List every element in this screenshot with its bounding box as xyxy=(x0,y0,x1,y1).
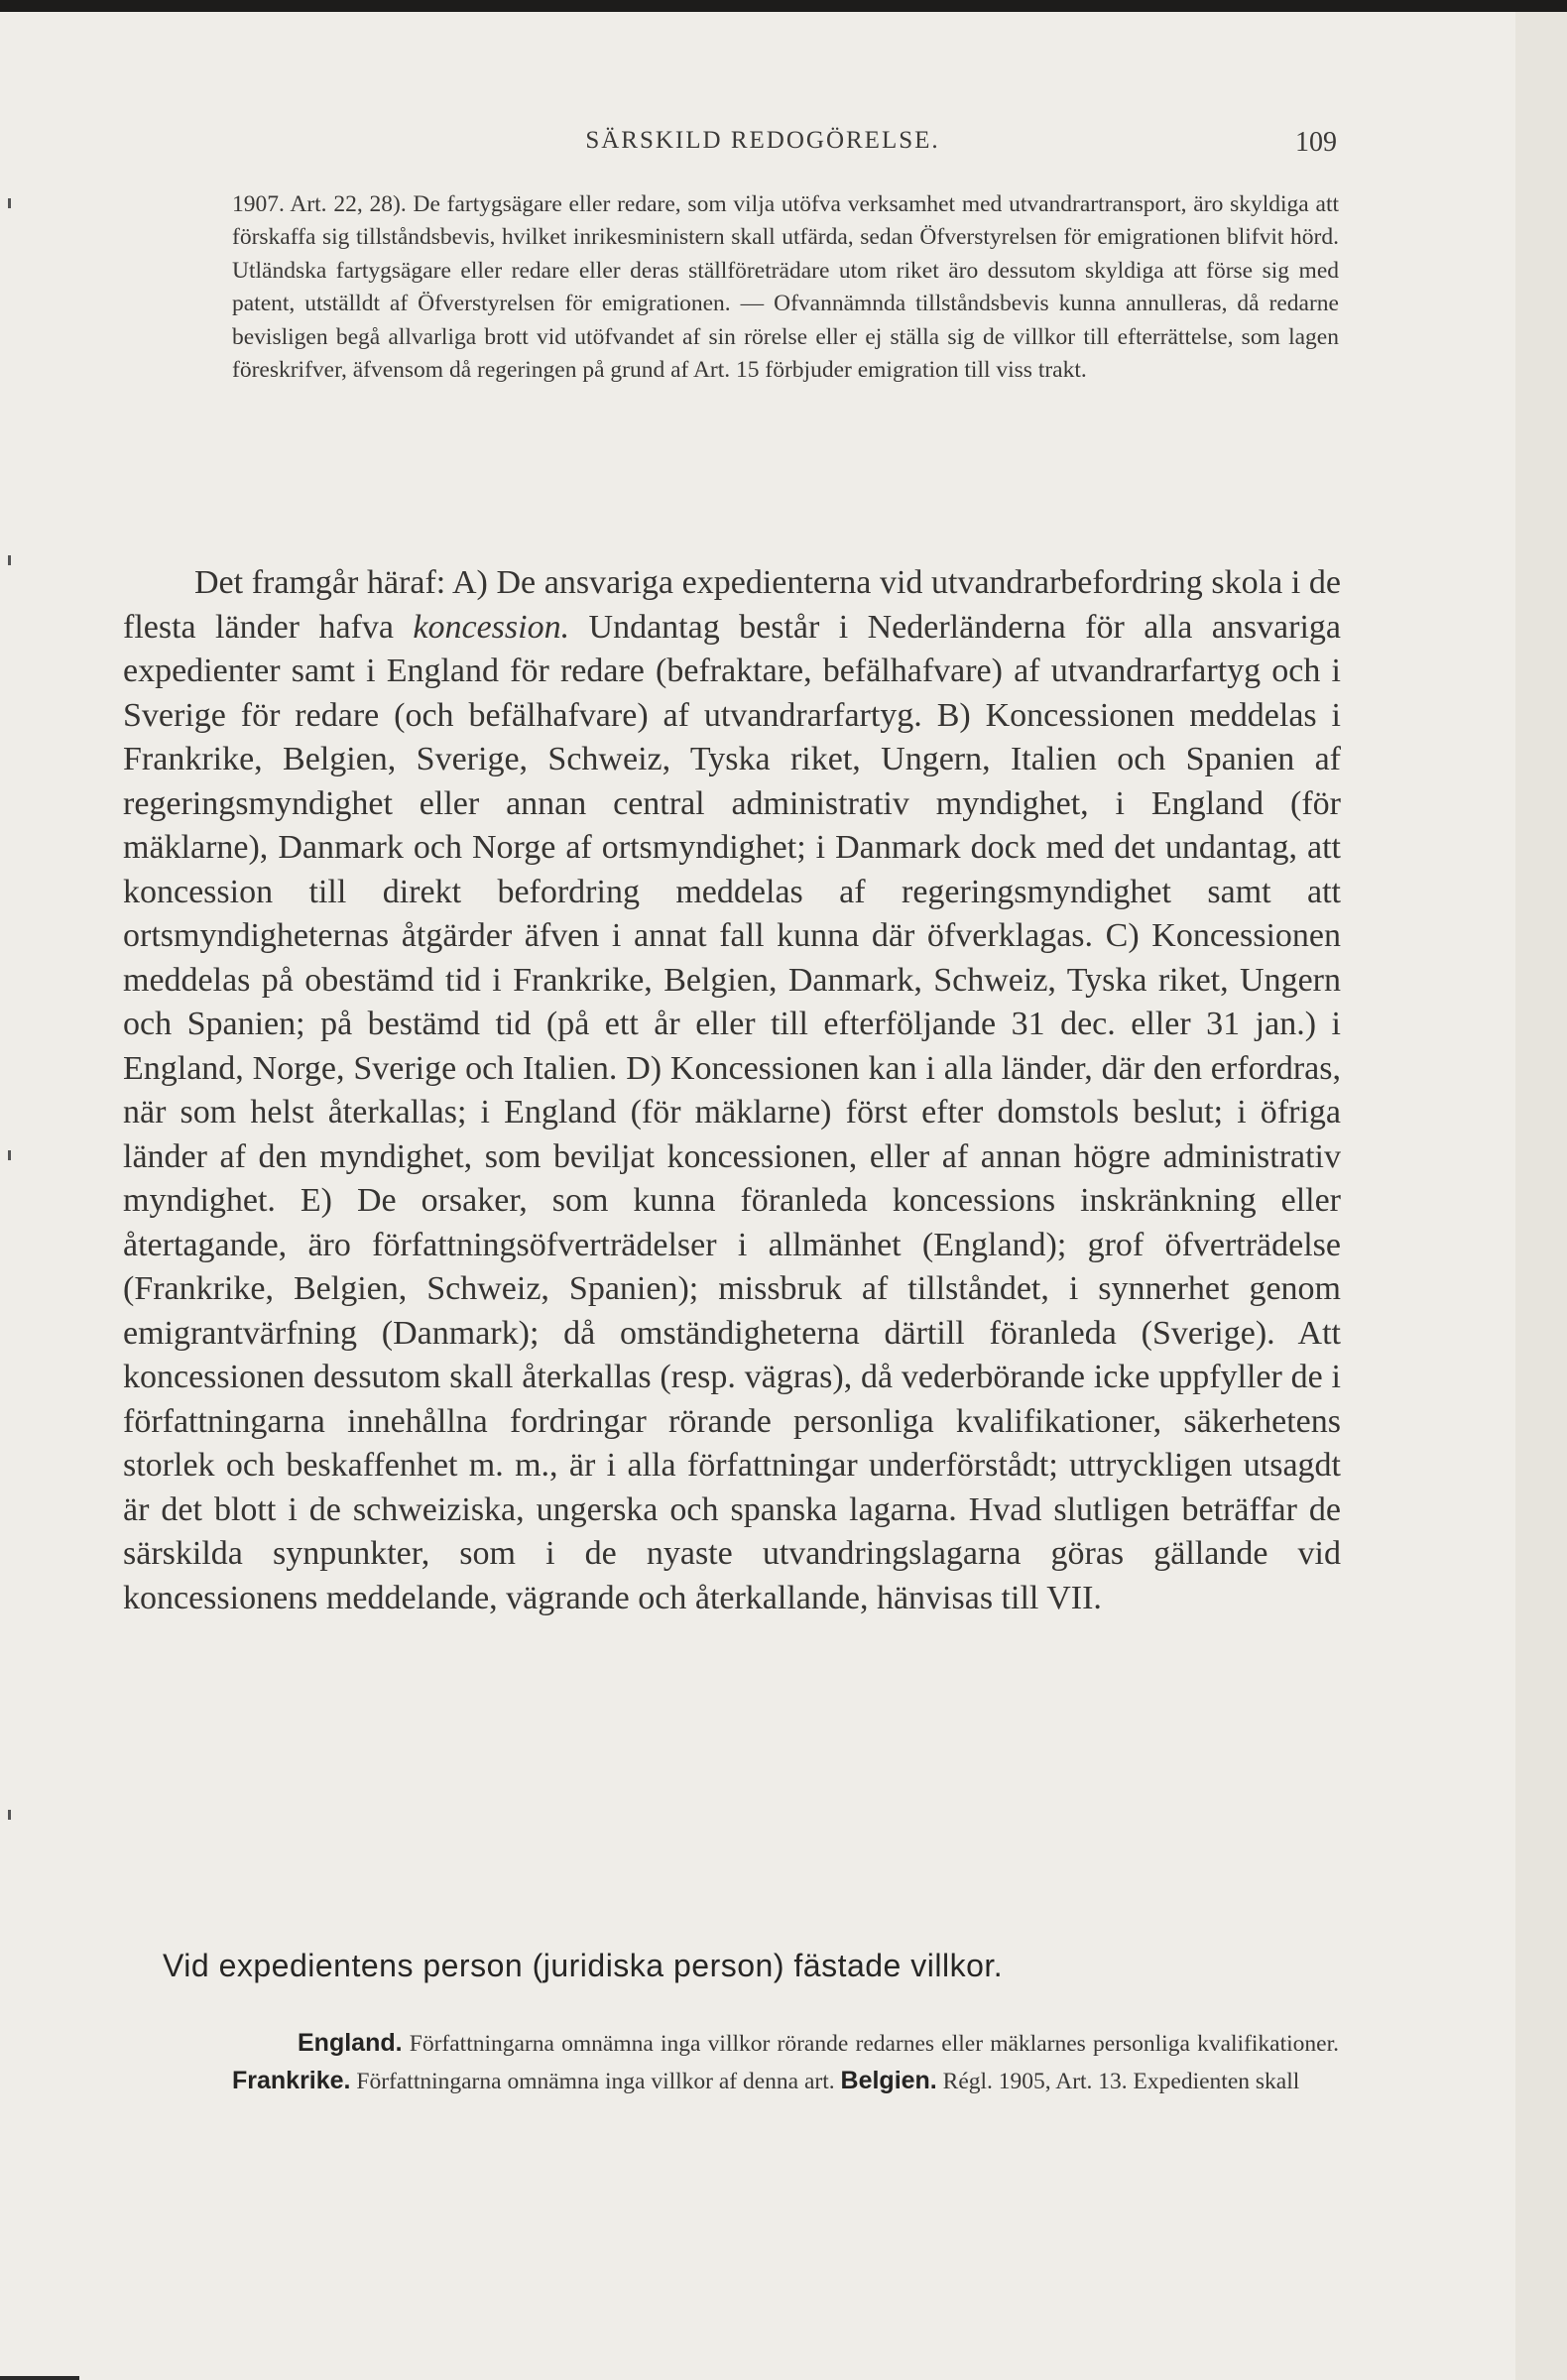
frankrike-text: Författningarna omnämna inga villkor af denna art. xyxy=(350,2069,841,2094)
main-paragraph-emphasis: koncession. xyxy=(413,608,570,646)
country-frankrike: Frankrike. xyxy=(232,2067,351,2094)
section-heading: Vid expedientens person (juridiska person) fästade villkor. xyxy=(163,1948,1004,1983)
country-paragraph xyxy=(232,2025,1339,2100)
margin-mark xyxy=(8,1150,11,1160)
country-england: England. xyxy=(298,2029,403,2057)
page-number: 109 xyxy=(1295,127,1337,158)
main-paragraph xyxy=(123,561,1341,1620)
running-head xyxy=(188,127,1337,167)
main-paragraph-part1: Det framgår häraf: A) De ansvariga expedienterna vid utvandrarbefordring skola i de flesta länder hafva xyxy=(123,564,1341,646)
margin-mark xyxy=(8,555,11,565)
small-print-paragraph: 1907. Art. 22, 28). De fartygsägare eller redare, som vilja utöfva verksamhet med utvandrartransport, äro skyldiga att förskaffa sig tillståndsbevis, hvilket inrikesministern skall utfärda, sedan Öfverstyrelsen för emigrationen blifvit hörd. Utländska fartygsägare eller redare eller deras ställföreträdare utom riket äro dessutom skyldiga att förse sig med patent, utställdt af Öfverstyrelsen för emigrationen. — Ofvannämnda tillståndsbevis kunna annulleras, då redarne bevisligen begå allvarliga brott vid utöfvandet af sin rörelse eller ej ställa sig de villkor till efterrättelse, som lagen föreskrifver, äfvensom då regeringen på grund af Art. 15 förbjuder emigration till viss trakt. xyxy=(232,191,1339,384)
page-edge xyxy=(1515,12,1567,2380)
scan-bottom-mark xyxy=(0,2376,79,2380)
margin-mark xyxy=(8,1810,11,1820)
margin-mark xyxy=(8,198,11,208)
scan-top-border xyxy=(0,0,1567,12)
england-text: Författningarna omnämna inga villkor rörande redarnes eller mäklarnes personliga kvalifikationer. xyxy=(402,2031,1339,2057)
country-belgien: Belgien. xyxy=(840,2067,937,2094)
running-title: SÄRSKILD REDOGÖRELSE. xyxy=(585,127,940,154)
main-paragraph-part2: Undantag består i Nederländerna för alla ansvariga expedienter samt i England för redare (befraktare, befälhafvare) af utvandrarfartyg och i Sverige för redare (och befälhafvare) af utvandrarfartyg. B) Koncessionen meddelas i Frankrike, Belgien, Sverige, Schweiz, Tyska riket, Ungern, Italien och Spanien af regeringsmyndighet eller annan central administrativ myndighet, i England (för mäklarne), Danmark och Norge af ortsmyndighet; i Danmark dock med det undantag, att koncession till direkt befordring meddelas af regeringsmyndighet samt att ortsmyndigheternas åtgärder äfven i annat fall kunna där öfverklagas. C) Koncessionen meddelas på obestämd tid i Frankrike, Belgien, Danmark, Schweiz, Tyska riket, Ungern och Spanien; på bestämd tid (på ett år eller till efterföljande 31 dec. eller 31 jan.) i England, Norge, Sverige och Italien. D) Koncessionen kan i alla länder, där den erfordras, när som helst återkallas; i England (för mäklarne) först efter domstols beslut; i öfriga länder af den myndighet, som beviljat koncessionen, eller af annan högre administrativ myndighet. E) De orsaker, som kunna föranleda koncessions inskränkning eller återtagande, äro författningsöfverträdelser i allmänhet (England); grof öfverträdelse (Frankrike, Belgien, Schweiz, Spanien); missbruk af tillståndet, i synnerhet genom emigrantvärfning (Danmark); då omständigheterna därtill föranleda (Sverige). Att koncessionen dessutom skall återkallas (resp. vägras), då vederbörande icke uppfyller de i författningarna innehållna fordringar rörande personliga kvalifikationer, säkerhetens storlek och beskaffenhet m. m., är i alla författningar underförstådt; uttryckligen utsagdt är det blott i de schweiziska, ungerska och spanska lagarna. Hvad slutligen beträffar de särskilda synpunkter, som i de nyaste utvandringslagarna göras gällande vid koncessionens meddelande, vägrande och återkallande, hänvisas till VII. xyxy=(123,608,1341,1616)
belgien-text: Régl. 1905, Art. 13. Expedienten skall xyxy=(936,2069,1300,2094)
